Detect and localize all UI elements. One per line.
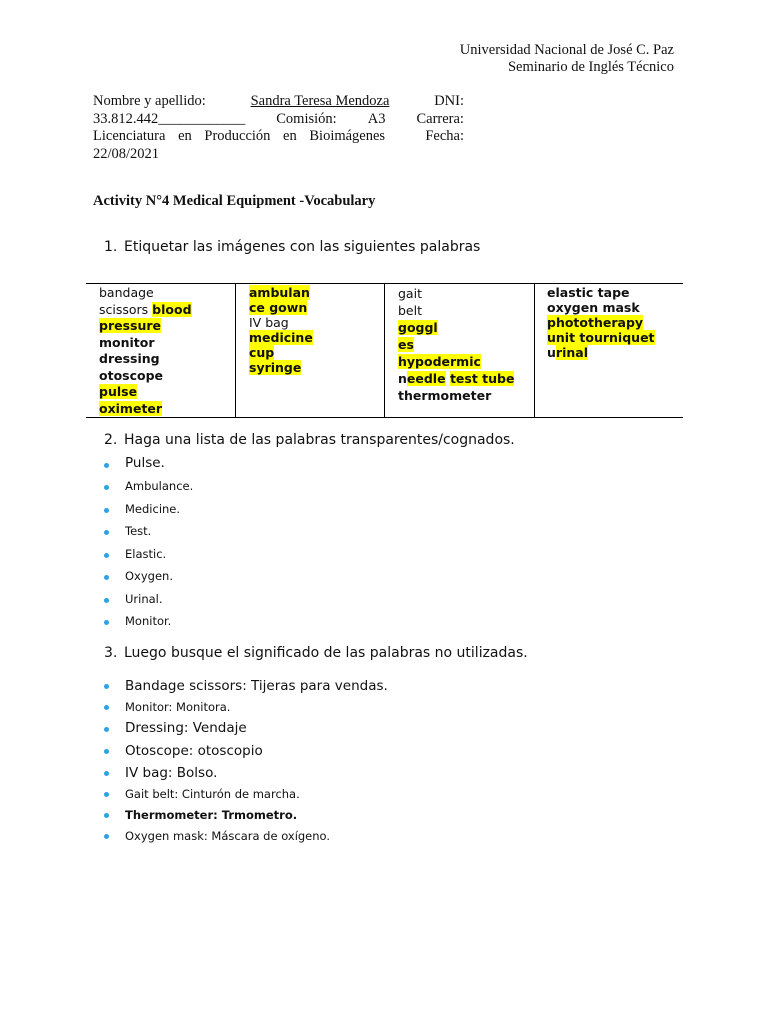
list-item <box>104 741 388 763</box>
list-item-text: Monitor. <box>125 614 172 628</box>
bullet-icon <box>104 598 109 603</box>
bullet-icon <box>104 813 109 818</box>
vocab-column-2 <box>236 284 385 418</box>
question-number: 2. <box>104 432 118 448</box>
fecha-value: 22/08/2021 <box>93 145 160 162</box>
word-n: n <box>398 371 407 386</box>
info-row-3 <box>93 128 464 146</box>
word-goggl: goggl <box>398 320 438 335</box>
document-header <box>460 42 674 76</box>
word-cup: cup <box>249 345 275 360</box>
comision-label: Comisión: <box>276 110 337 127</box>
vocab-column-4 <box>535 284 684 418</box>
meanings-list <box>104 676 388 847</box>
dni-value: 33.812.442 <box>93 110 159 127</box>
list-item-text: Medicine. <box>125 501 181 516</box>
word-scissors: scissors <box>99 301 153 317</box>
fecha-label: Fecha: <box>425 128 464 144</box>
dni-label: DNI: <box>434 93 464 109</box>
word-ce-gown: ce gown <box>249 300 308 315</box>
bullet-icon <box>104 834 109 839</box>
word-blood: blood <box>152 301 192 317</box>
word-test-tube: test tube <box>449 371 515 386</box>
list-item-text: Test. <box>125 524 152 538</box>
list-item <box>104 477 193 500</box>
list-item-text: Otoscope: otoscopio <box>125 743 263 759</box>
list-item-text: Gait belt: Cinturón de marcha. <box>125 787 300 801</box>
word-thermometer: thermometer <box>398 388 492 403</box>
word-oximeter: oximeter <box>99 400 163 416</box>
bullet-icon <box>104 463 109 468</box>
word-gait: gait <box>398 286 422 301</box>
word-hypodermic: hypodermic <box>398 354 481 369</box>
word-elastic-tape: elastic tape <box>547 285 630 300</box>
bullet-icon <box>104 620 109 625</box>
list-item <box>104 826 388 847</box>
word-u: u <box>547 345 556 360</box>
list-item <box>104 718 388 741</box>
nombre-label: Nombre y apellido: <box>93 93 206 109</box>
word-rinal: rinal <box>555 345 588 360</box>
word-eedle: eedle <box>406 371 446 386</box>
word-phototherapy: phototherapy <box>547 315 644 330</box>
word-oxygen-mask: oxygen mask <box>547 300 640 315</box>
list-item-text: Oxygen. <box>125 569 173 583</box>
bullet-icon <box>104 553 109 558</box>
bullet-icon <box>104 575 109 580</box>
blank-line: ____________ <box>158 110 246 127</box>
question-number: 1. <box>104 239 118 255</box>
bullet-icon <box>104 485 109 490</box>
info-row-1 <box>93 93 464 111</box>
list-item-text: IV bag: Bolso. <box>125 765 218 781</box>
word-unit-tourniquet: unit tourniquet <box>547 330 655 345</box>
word-syringe: syringe <box>249 360 302 375</box>
nombre-value: Sandra Teresa Mendoza <box>250 93 390 109</box>
question-text: Luego busque el significado de las palabras no utilizadas. <box>124 645 528 661</box>
question-text: Etiquetar las imágenes con las siguientes palabras <box>124 239 481 255</box>
list-item <box>104 805 388 826</box>
list-item-text: Bandage scissors: Tijeras para vendas. <box>125 678 388 694</box>
university-name: Universidad Nacional de José C. Paz <box>459 42 674 58</box>
list-item <box>104 545 193 568</box>
word-monitor: monitor <box>99 334 155 350</box>
list-item <box>104 590 193 613</box>
word-ambulan: ambulan <box>249 285 310 300</box>
list-item-text: Dressing: Vendaje <box>125 720 247 736</box>
bullet-icon <box>104 771 109 776</box>
bullet-icon <box>104 530 109 535</box>
list-item <box>104 454 193 477</box>
question-2 <box>104 432 515 448</box>
carrera-value: Licenciatura en Producción en Bioimágenes <box>93 128 386 144</box>
list-item <box>104 763 388 784</box>
list-item <box>104 567 193 590</box>
list-item <box>104 522 193 545</box>
vocabulary-table <box>86 283 683 418</box>
list-item-text: Thermometer: Trmometro. <box>125 808 298 822</box>
comision-value: A3 <box>367 110 386 127</box>
list-item-text: Elastic. <box>125 546 167 561</box>
list-item <box>104 612 193 635</box>
list-item-text: Oxygen mask: Máscara de oxígeno. <box>125 829 331 843</box>
list-item <box>104 697 388 718</box>
cognates-list <box>104 454 193 635</box>
list-item-text: Ambulance. <box>125 479 194 493</box>
word-pressure: pressure <box>99 318 162 333</box>
word-medicine: medicine <box>249 330 313 345</box>
word-es: es <box>398 337 414 352</box>
word-iv-bag: IV bag <box>249 315 289 330</box>
bullet-icon <box>104 684 109 689</box>
bullet-icon <box>104 792 109 797</box>
student-info <box>93 93 464 163</box>
word-dressing: dressing <box>99 351 160 366</box>
course-name: Seminario de Inglés Técnico <box>507 59 674 75</box>
bullet-icon <box>104 705 109 710</box>
vocab-column-3 <box>385 284 535 418</box>
word-bandage: bandage <box>99 285 154 300</box>
list-item-text: Urinal. <box>125 591 163 606</box>
question-1 <box>104 239 480 255</box>
list-item-text: Monitor: Monitora. <box>125 700 231 714</box>
question-text: Haga una lista de las palabras transparentes/cognados. <box>124 432 515 448</box>
bullet-icon <box>104 749 109 754</box>
list-item <box>104 784 388 805</box>
word-otoscope: otoscope <box>99 367 164 383</box>
bullet-icon <box>104 727 109 732</box>
info-row-2 <box>93 111 464 129</box>
bullet-icon <box>104 508 109 513</box>
list-item <box>104 500 193 523</box>
list-item-text: Pulse. <box>125 455 165 471</box>
list-item <box>104 676 388 697</box>
question-3 <box>104 645 528 661</box>
activity-title: Activity N°4 Medical Equipment -Vocabulary <box>93 193 376 209</box>
vocab-column-1 <box>86 284 236 418</box>
word-belt: belt <box>398 303 422 318</box>
word-pulse: pulse <box>99 384 138 399</box>
question-number: 3. <box>104 645 118 661</box>
carrera-label: Carrera: <box>416 110 464 127</box>
